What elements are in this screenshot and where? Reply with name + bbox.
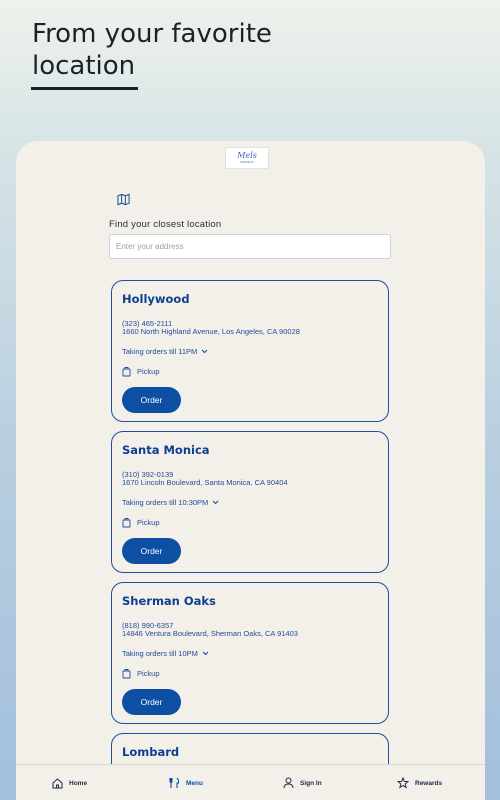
location-name: Lombard: [122, 745, 180, 759]
headline-underline: [31, 87, 138, 90]
hours-text: Taking orders till 10:30PM: [122, 498, 209, 507]
shopping-bag-icon: [122, 366, 131, 377]
order-button[interactable]: Order: [122, 538, 181, 564]
headline: [32, 18, 272, 82]
address-input[interactable]: [109, 234, 391, 259]
location-address: 1670 Lincoln Boulevard, Santa Monica, CA 90404: [122, 478, 288, 487]
brand-logo[interactable]: [225, 147, 269, 169]
bottom-navigation: [16, 764, 485, 800]
pickup-label: Pickup: [137, 367, 160, 376]
logo-text: Mels: [237, 151, 257, 160]
star-icon: [397, 777, 409, 789]
home-icon: [52, 778, 63, 789]
nav-menu[interactable]: [169, 765, 203, 800]
order-button[interactable]: Order: [122, 387, 181, 413]
chevron-down-icon: [202, 651, 209, 656]
hours-dropdown[interactable]: [122, 649, 209, 658]
pickup-label: Pickup: [137, 518, 160, 527]
user-icon: [283, 777, 294, 789]
chevron-down-icon: [212, 500, 219, 505]
location-phone[interactable]: (323) 465-2111: [122, 319, 173, 328]
location-address: 1660 North Highland Avenue, Los Angeles, CA 90028: [122, 327, 300, 336]
chevron-down-icon: [201, 349, 208, 354]
location-card-sherman-oaks[interactable]: [111, 582, 389, 724]
shopping-bag-icon: [122, 668, 131, 679]
location-address: 14846 Ventura Boulevard, Sherman Oaks, CA 91403: [122, 629, 298, 638]
nav-rewards[interactable]: [397, 765, 442, 800]
location-card-hollywood[interactable]: [111, 280, 389, 422]
location-phone[interactable]: (818) 990-6357: [122, 621, 174, 630]
nav-rewards-label: Rewards: [415, 779, 443, 787]
nav-sign-in[interactable]: [283, 765, 322, 800]
find-location-label: Find your closest location: [109, 219, 222, 230]
nav-menu-label: Menu: [186, 779, 203, 787]
location-name: Santa Monica: [122, 443, 210, 457]
headline-line-2: location: [32, 51, 136, 81]
hours-dropdown[interactable]: [122, 347, 208, 356]
headline-line-1: From your favorite: [32, 19, 272, 49]
location-name: Hollywood: [122, 292, 190, 306]
pickup-option: [122, 366, 160, 377]
map-icon[interactable]: [117, 193, 130, 206]
location-card-santa-monica[interactable]: [111, 431, 389, 573]
order-button[interactable]: Order: [122, 689, 181, 715]
nav-home[interactable]: [52, 765, 87, 800]
app-screen: [16, 141, 485, 800]
hours-dropdown[interactable]: [122, 498, 219, 507]
location-name: Sherman Oaks: [122, 594, 216, 608]
hours-text: Taking orders till 11PM: [122, 347, 198, 356]
fork-knife-icon: [169, 777, 180, 789]
nav-home-label: Home: [69, 779, 88, 787]
location-phone[interactable]: (310) 392-0139: [122, 470, 174, 479]
pickup-label: Pickup: [137, 669, 160, 678]
pickup-option: [122, 668, 160, 679]
pickup-option: [122, 517, 160, 528]
hours-text: Taking orders till 10PM: [122, 649, 198, 658]
shopping-bag-icon: [122, 517, 131, 528]
logo-subtext: DRIVE-IN: [240, 160, 254, 164]
nav-sign-in-label: Sign In: [300, 779, 322, 787]
